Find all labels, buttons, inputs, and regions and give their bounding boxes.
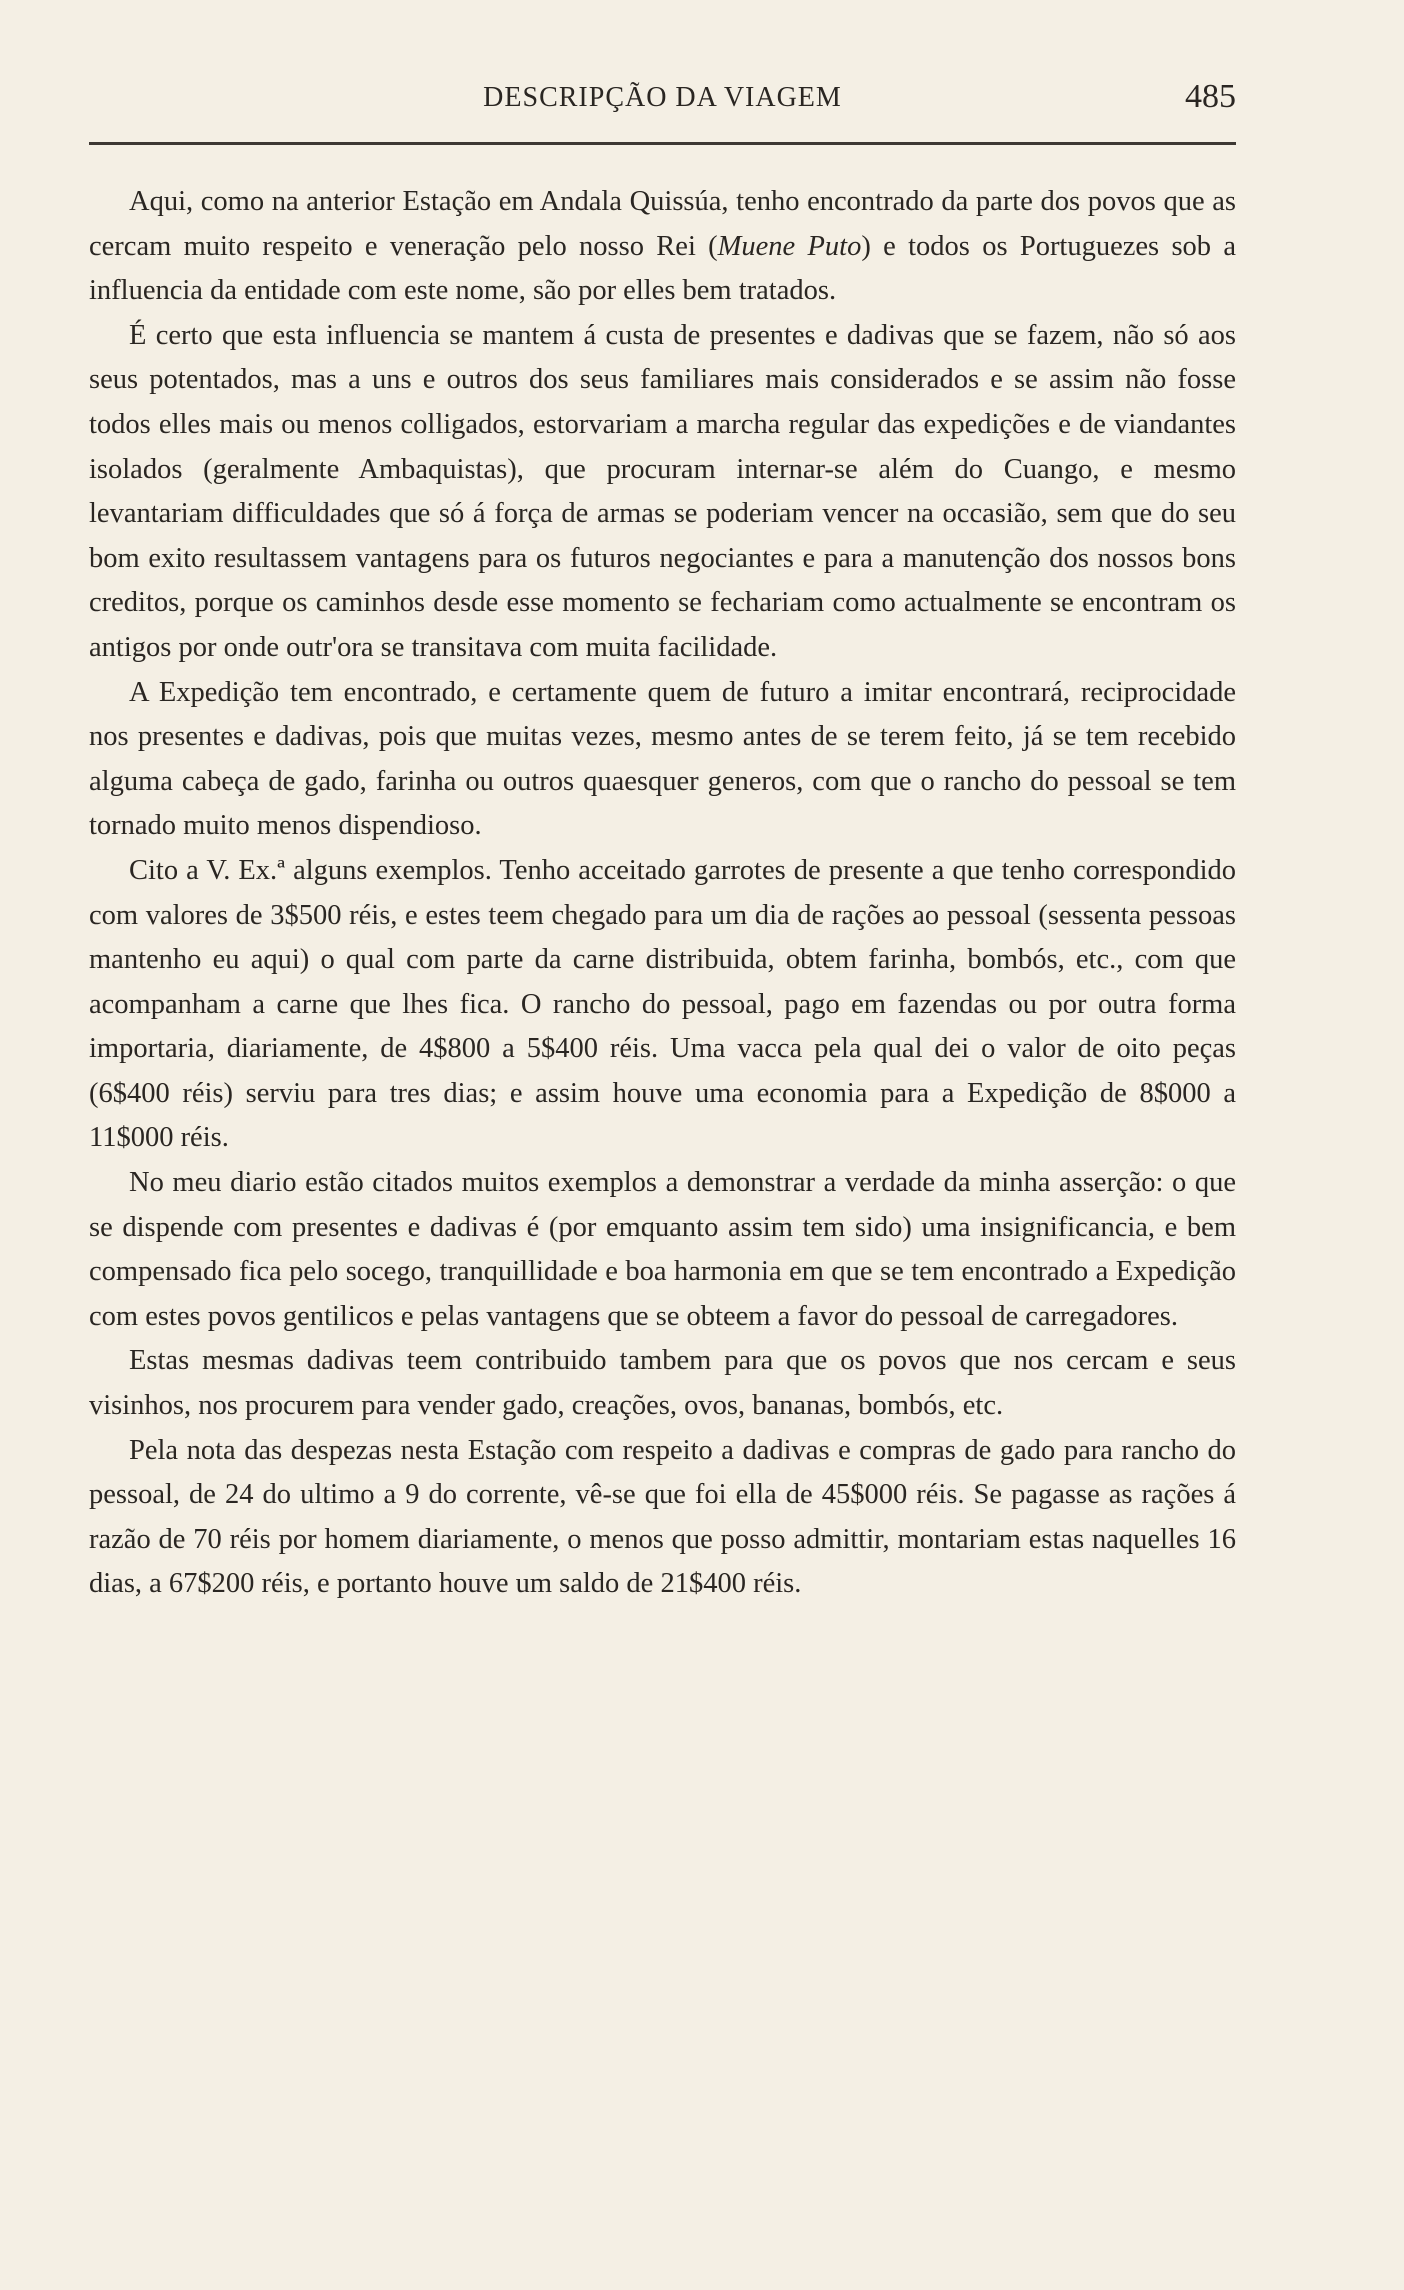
- emphasis-text: Muene Puto: [717, 230, 862, 262]
- paragraph: Pela nota das despezas nesta Estação com respeito a dadivas e compras de gado para rancho do pessoal, de 24 do ultimo a 9 do corrente, vê-se que foi ella de 45$000 réis. Se pagasse as rações á razão de 70 réis por homem diariamente, o menos que posso admittir, montariam estas naquelles 16 dias, a 67$200 réis, e portanto houve um saldo de 21$400 réis.: [89, 1434, 1236, 1600]
- page-number: 485: [1185, 78, 1236, 115]
- paragraph-text: Aqui, como na anterior Estação em Andala Quissúa, tenho encontrado da parte dos povos que as cercam muito respeito e veneração pelo nosso Rei (: [89, 186, 1236, 262]
- paragraph: [89, 180, 1236, 314]
- body-text: [89, 180, 1236, 1607]
- paragraph: A Expedição tem encontrado, e certamente quem de futuro a imitar encontrará, reciprocidade nos presentes e dadivas, pois que muitas vezes, mesmo antes de se terem feito, já se tem recebido alguma cabeça de gado, farinha ou outros quaesquer generos, com que o rancho do pessoal se tem tornado muito menos dispendioso.: [89, 676, 1236, 842]
- paragraph: É certo que esta influencia se mantem á custa de presentes e dadivas que se fazem, não só aos seus potentados, mas a uns e outros dos seus familiares mais considerados e se assim não fosse todos elles mais ou menos colligados, estorvariam a marcha regular das expedições e de viandantes isolados (geralmente Ambaquistas), que procuram internar-se além do Cuango, e mesmo levantariam difficuldades que só á força de armas se poderiam vencer na occasião, sem que do seu bom exito resultassem vantagens para os futuros negociantes e para a manutenção dos nossos bons creditos, porque os caminhos desde esse momento se fechariam como actualmente se encontram os antigos por onde outr'ora se transitava com muita facilidade.: [89, 319, 1236, 663]
- paragraph: Estas mesmas dadivas teem contribuido tambem para que os povos que nos cercam e seus visinhos, nos procurem para vender gado, creações, ovos, bananas, bombós, etc.: [89, 1345, 1236, 1422]
- paragraph: Cito a V. Ex.ª alguns exemplos. Tenho acceitado garrotes de presente a que tenho correspondido com valores de 3$500 réis, e estes teem chegado para um dia de rações ao pessoal (sessenta pessoas mantenho eu aqui) o qual com parte da carne distribuida, obtem farinha, bombós, etc., com que acompanham a carne que lhes fica. O rancho do pessoal, pago em fazendas ou por outra forma importaria, diariamente, de 4$800 a 5$400 réis. Uma vacca pela qual dei o valor de oito peças (6$400 réis) serviu para tres dias; e assim houve uma economia para a Expedição de 8$000 a 11$000 réis.: [89, 854, 1236, 1154]
- paragraph-text: ) e todos os Portuguezes sob a influencia da entidade com este nome, são por elles bem tratados.: [89, 230, 1237, 307]
- paragraph: No meu diario estão citados muitos exemplos a demonstrar a verdade da minha asserção: o que se dispende com presentes e dadivas é (por emquanto assim tem sido) uma insignificancia, e bem compensado fica pelo socego, tranquillidade e boa harmonia em que se tem encontrado a Expedição com estes povos gentilicos e pelas vantagens que se obteem a favor do pessoal de carregadores.: [89, 1167, 1236, 1332]
- header-rule: [89, 142, 1236, 145]
- page-header: [89, 78, 1236, 126]
- running-title: DESCRIPÇÃO DA VIAGEM: [483, 82, 842, 113]
